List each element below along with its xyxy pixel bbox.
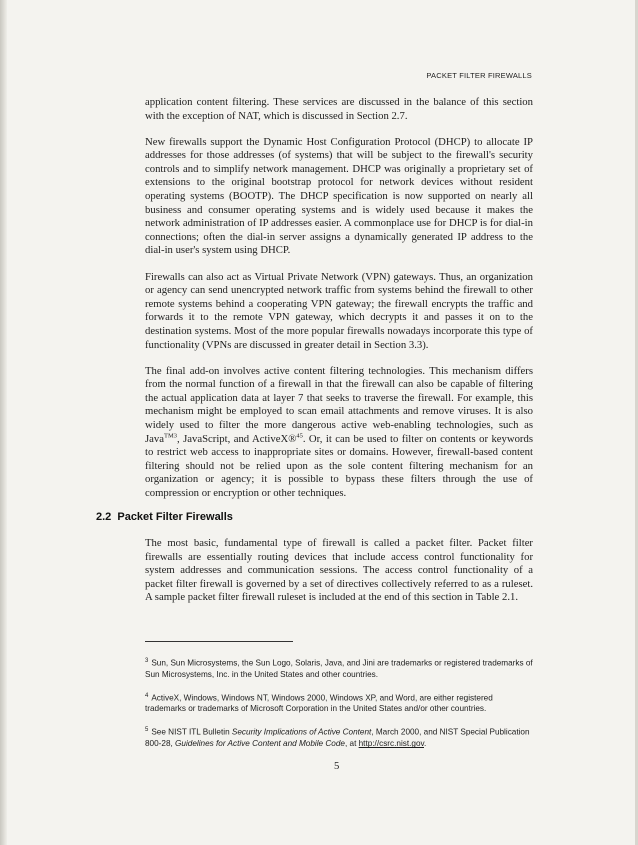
footnote-4-number: 4 xyxy=(145,692,149,699)
footnote-5-mid: , March 2000, and NIST Special Publication 800-28, xyxy=(145,728,530,749)
footnote-5-title-2: Guidelines for Active Content and Mobile Code xyxy=(175,739,345,749)
page-binding-edge xyxy=(0,0,7,845)
paragraph-packet-filter: The most basic, fundamental type of firewall is called a packet filter. Packet filter firewalls are essentially routing devices that include access control functionality for system addresses and communication sessions. The access control functionality of a packet filter firewall is governed by a set of directives collectively referred to as a ruleset. A sample packet filter firewall ruleset is included at the end of this section in Table 2.1. xyxy=(145,537,533,604)
footnote-ref-4-5: 45 xyxy=(296,432,303,439)
footnote-5-number: 5 xyxy=(145,727,149,734)
footnote-3 xyxy=(145,656,535,680)
body-text-section xyxy=(145,537,533,617)
footnote-5-post: , at xyxy=(344,739,359,749)
footnote-5-title-1: Security Implications of Active Content xyxy=(231,728,372,738)
footnote-4-text: ActiveX, Windows, Windows NT, Windows 2000, Windows XP, and Word, are either registered trademarks or trademarks of Microsoft Corporation in the United States and/or other countries. xyxy=(145,693,493,714)
footnote-5 xyxy=(145,725,535,749)
section-heading xyxy=(96,511,233,523)
footnote-5-link[interactable]: http://csrc.nist.gov xyxy=(358,739,424,749)
running-head: PACKET FILTER FIREWALLS xyxy=(426,71,532,80)
paragraph-dhcp: New firewalls support the Dynamic Host Configuration Protocol (DHCP) to allocate IP addresses for those addresses (of systems) that will be subject to the firewall's security controls and to simplify network management. DHCP was originally a proprietary set of extensions to the original bootstrap protocol for network devices without resident operating systems (BOOTP). The DHCP specification is now supported on nearly all business and consumer operating systems and is widely used because it makes the network administration of IP addresses easier. A commonplace use for DHCP is for dial-in connections; often the dial-in server assigns a dynamically generated IP address to the dial-in user's system using DHCP. xyxy=(145,135,533,257)
footnote-3-text: Sun, Sun Microsystems, the Sun Logo, Solaris, Java, and Jini are trademarks or registered trademarks of Sun Microsystems, Inc. in the United States and other countries. xyxy=(145,658,533,679)
paragraph-content-filtering-part3: . Or, it can be used to filter on contents or keywords to restrict web access to inappropriate sites or domains. However, firewall-based content filtering should not be relied upon as the sole content filtering mechanism for an organization or agency; it is possible to bypass these filters through the use of compression or encryption or other techniques. xyxy=(145,432,533,499)
footnote-5-pre: See NIST ITL Bulletin xyxy=(151,728,232,738)
paragraph-content-filtering-part1: The final add-on involves active content filtering technologies. This mechanism differs from the normal function of a firewall in that the firewall can also be capable of filtering the actual application data at layer 7 that seeks to traverse the firewall. For example, this mechanism might be employed to scan email attachments and remove viruses. It is also widely used to filter the more dangerous active web-enabling technologies, such as Java xyxy=(145,364,533,445)
footnotes xyxy=(145,656,535,760)
paragraph-services: application content filtering. These services are discussed in the balance of this section with the exception of NAT, which is discussed in Section 2.7. xyxy=(145,96,533,122)
body-text-intro xyxy=(145,96,533,513)
trademark-mark: TM xyxy=(164,432,174,439)
footnote-5-end: . xyxy=(424,739,427,749)
footnote-4 xyxy=(145,691,535,715)
page-number: 5 xyxy=(334,760,340,772)
paragraph-content-filtering xyxy=(145,365,533,501)
paragraph-content-filtering-part2: , JavaScript, and ActiveX® xyxy=(177,432,297,445)
paragraph-vpn: Firewalls can also act as Virtual Private Network (VPN) gateways. Thus, an organization or agency can send unencrypted network traffic from systems behind the firewall to other remote systems behind a cooperating VPN gateway; the firewall encrypts the traffic and forwards it to the remote VPN gateway, which decrypts it and passes it on to the destination systems. Most of the more popular firewalls nowadays incorporate this type of functionality (VPNs are discussed in greater detail in Section 3.3). xyxy=(145,270,533,351)
section-title: Packet Filter Firewalls xyxy=(117,511,233,523)
footnote-ref-3: 3 xyxy=(173,432,177,439)
footnote-separator xyxy=(145,641,293,642)
section-number: 2.2 xyxy=(96,511,112,523)
footnote-3-number: 3 xyxy=(145,658,149,664)
